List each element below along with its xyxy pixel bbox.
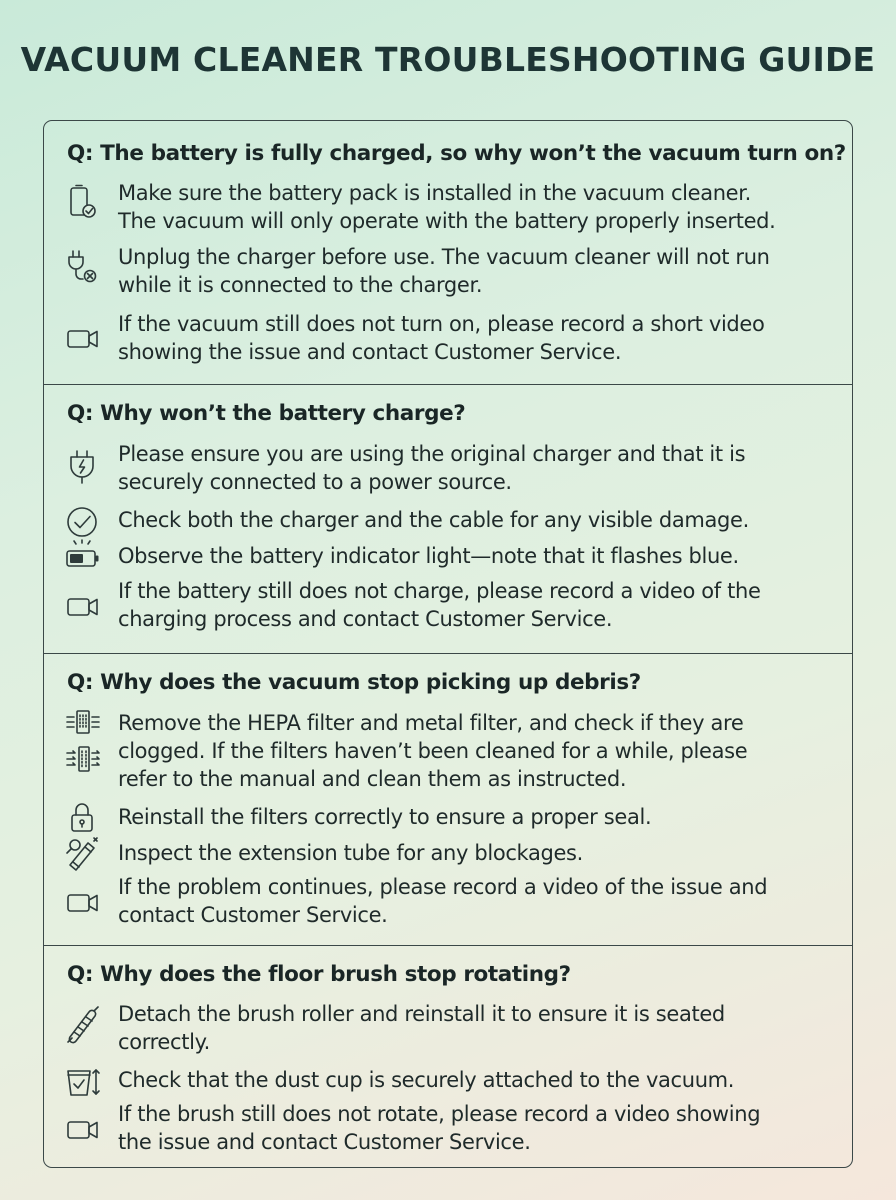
checkmark-circle-icon (64, 503, 102, 541)
page-title: VACUUM CLEANER TROUBLESHOOTING GUIDE (20, 40, 876, 79)
item-text-line: refer to the manual and clean them as instructed. (118, 767, 627, 791)
lock-icon (64, 799, 102, 837)
item-text-line: while it is connected to the charger. (118, 273, 483, 297)
battery-indicator-icon (64, 538, 102, 576)
faq-section-brush (44, 945, 852, 1168)
item-text-line: contact Customer Service. (118, 903, 388, 927)
item-text-line: Check that the dust cup is securely attached to the vacuum. (118, 1068, 735, 1092)
item-text-line: Check both the charger and the cable for any visible damage. (118, 508, 749, 532)
unplug-icon (64, 247, 102, 285)
item-text-line: Unplug the charger before use. The vacuum cleaner will not run (118, 245, 770, 269)
faq-panel (43, 120, 853, 1168)
battery-check-icon (64, 183, 102, 221)
video-camera-icon (64, 884, 102, 922)
item-text-line: Please ensure you are using the original charger and that it is (118, 442, 746, 466)
item-text-line: If the brush still does not rotate, please record a video showing (118, 1102, 761, 1126)
faq-section-suction (44, 653, 852, 945)
charging-plug-icon (64, 448, 102, 486)
item-text-line: Inspect the extension tube for any blockages. (118, 841, 583, 865)
item-text-line: clogged. If the filters haven’t been cleaned for a while, please (118, 739, 748, 763)
question-heading: Q: The battery is fully charged, so why won’t the vacuum turn on? (67, 141, 846, 166)
item-text-line: Make sure the battery pack is installed in the vacuum cleaner. (118, 181, 751, 205)
item-text-line: correctly. (118, 1030, 210, 1054)
item-text-line: Remove the HEPA filter and metal filter, and check if they are (118, 711, 744, 735)
item-text-line: If the battery still does not charge, please record a video of the (118, 579, 761, 603)
item-text-line: Detach the brush roller and reinstall it to ensure it is seated (118, 1002, 725, 1026)
question-heading: Q: Why won’t the battery charge? (67, 401, 466, 426)
item-text-line: Reinstall the filters correctly to ensure a proper seal. (118, 805, 652, 829)
question-heading: Q: Why does the floor brush stop rotating? (67, 962, 571, 987)
item-text-line: charging process and contact Customer Service. (118, 607, 613, 631)
brush-roller-icon (64, 1006, 102, 1044)
tube-inspect-icon (64, 835, 102, 873)
faq-section-power (44, 121, 852, 384)
video-camera-icon (64, 588, 102, 626)
item-text-line: the issue and contact Customer Service. (118, 1130, 531, 1154)
faq-section-charging (44, 384, 852, 653)
item-text-line: If the vacuum still does not turn on, please record a short video (118, 312, 765, 336)
item-text-line: If the problem continues, please record a video of the issue and (118, 875, 768, 899)
filters-icon (64, 707, 102, 783)
item-text-line: Observe the battery indicator light—note that it flashes blue. (118, 544, 739, 568)
question-heading: Q: Why does the vacuum stop picking up debris? (67, 670, 641, 695)
video-camera-icon (64, 1111, 102, 1149)
dust-cup-icon (64, 1062, 102, 1100)
item-text-line: securely connected to a power source. (118, 470, 512, 494)
video-camera-icon (64, 320, 102, 358)
item-text-line: The vacuum will only operate with the battery properly inserted. (118, 209, 776, 233)
item-text-line: showing the issue and contact Customer Service. (118, 340, 622, 364)
